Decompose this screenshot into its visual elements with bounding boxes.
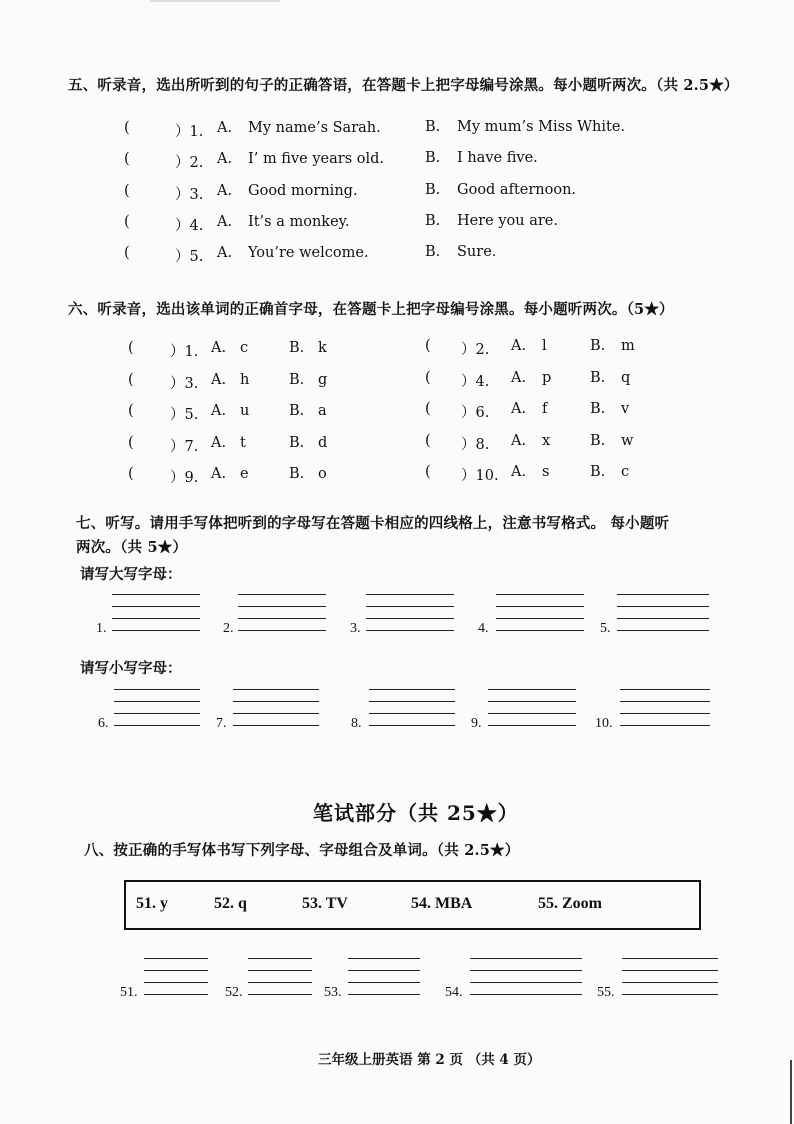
option-b-letter: B. (590, 433, 606, 449)
question-number: ）3. (170, 376, 199, 392)
question-number: ）3. (175, 187, 204, 203)
writing-grid-line (488, 689, 576, 690)
writing-grid-line (114, 725, 200, 726)
writing-grid-line (622, 958, 718, 959)
option-b-letter: B. (289, 466, 305, 482)
option-b-text: I have five. (457, 150, 538, 166)
writing-grid-line (238, 618, 326, 619)
answer-paren-open: ( (124, 151, 130, 167)
writing-grid-line (144, 958, 208, 959)
writing-grid-line (470, 994, 582, 995)
option-a-text: You’re welcome. (248, 245, 369, 261)
answer-paren-open: ( (425, 338, 431, 354)
writing-grid-line (248, 958, 312, 959)
writing-grid-line (620, 713, 710, 714)
option-a-letter: A. (511, 401, 527, 417)
option-a-letter-value: x (542, 433, 551, 449)
writing-grid-line (369, 701, 455, 702)
writing-grid-line (366, 630, 454, 631)
option-b-letter: B. (590, 370, 606, 386)
writing-grid-line (488, 725, 576, 726)
answer-paren-open: ( (128, 340, 134, 356)
writing-grid-line (112, 594, 200, 595)
option-a-letter: A. (217, 214, 233, 230)
writing-grid-line (112, 606, 200, 607)
option-b-letter-value: k (318, 340, 327, 356)
option-a-letter-value: c (240, 340, 249, 356)
option-b-letter: B. (289, 435, 305, 451)
writing-grid-line (369, 689, 455, 690)
option-b-text: Sure. (457, 244, 497, 260)
option-a-letter: A. (211, 372, 227, 388)
option-b-letter-value: g (318, 372, 328, 388)
option-b-letter-value: c (621, 464, 630, 480)
grid-number: 55. (597, 985, 615, 1000)
writing-grid-line (617, 618, 709, 619)
option-b-letter: B. (425, 213, 441, 229)
question-number: ）6. (461, 405, 490, 421)
option-a-letter: A. (211, 466, 227, 482)
option-b-letter-value: m (621, 338, 635, 354)
box-item: 55. Zoom (538, 895, 602, 912)
option-b-letter: B. (289, 403, 305, 419)
option-b-letter-value: a (318, 403, 327, 419)
section-7-heading-line2: 两次。（共 5★） (76, 539, 188, 556)
writing-grid-line (470, 958, 582, 959)
option-a-letter-value: s (542, 464, 550, 480)
writing-grid-line (233, 689, 319, 690)
option-a-letter: A. (511, 464, 527, 480)
option-a-text: I’ m five years old. (248, 151, 385, 167)
writing-grid-line (620, 689, 710, 690)
option-a-letter: A. (217, 245, 233, 261)
answer-paren-open: ( (425, 433, 431, 449)
writing-grid-line (114, 701, 200, 702)
writing-grid-line (496, 606, 584, 607)
question-number: ）4. (461, 374, 490, 390)
writing-grid-line (622, 982, 718, 983)
grid-number: 53. (324, 985, 342, 1000)
option-a-text: My name’s Sarah. (248, 120, 381, 136)
question-number: ）9. (170, 470, 199, 486)
writing-grid-line (348, 958, 420, 959)
option-b-letter: B. (590, 401, 606, 417)
question-number: ）2. (175, 155, 204, 171)
writing-grid-line (114, 713, 200, 714)
option-b-letter: B. (590, 338, 606, 354)
option-b-letter-value: o (318, 466, 327, 482)
option-b-letter: B. (425, 119, 441, 135)
writing-grid-line (144, 970, 208, 971)
grid-number: 52. (225, 985, 243, 1000)
question-number: ）1. (170, 344, 199, 360)
option-a-letter-value: e (240, 466, 249, 482)
writing-grid-line (496, 594, 584, 595)
option-b-letter-value: w (621, 433, 634, 449)
option-b-letter: B. (289, 340, 305, 356)
option-b-letter-value: d (318, 435, 328, 451)
grid-number: 5. (600, 621, 611, 636)
writing-grid-line (114, 689, 200, 690)
writing-grid-line (233, 713, 319, 714)
option-a-letter-value: h (240, 372, 250, 388)
option-a-text: Good morning. (248, 183, 358, 199)
writing-grid-line (248, 970, 312, 971)
section-8-heading: 八、按正确的手写体书写下列字母、字母组合及单词。（共 2.5★） (84, 842, 520, 859)
option-b-letter: B. (425, 182, 441, 198)
grid-number: 8. (351, 716, 362, 731)
box-item: 54. MBA (411, 895, 473, 912)
option-b-text: My mum’s Miss White. (457, 119, 626, 135)
question-number: ）10. (461, 468, 499, 484)
scan-edge-line (790, 1060, 792, 1124)
written-part-title: 笔试部分（共 25★） (313, 801, 519, 825)
section-5-heading: 五、听录音，选出所听到的句子的正确答语，在答题卡上把字母编号涂黑。每小题听两次。（共 2.5★） (68, 77, 739, 94)
answer-paren-open: ( (124, 183, 130, 199)
option-b-letter: B. (289, 372, 305, 388)
option-a-letter: A. (211, 340, 227, 356)
writing-grid-line (470, 970, 582, 971)
option-b-letter-value: q (621, 370, 631, 386)
writing-grid-line (144, 982, 208, 983)
grid-number: 9. (471, 716, 482, 731)
option-b-letter-value: v (621, 401, 630, 417)
option-b-letter: B. (590, 464, 606, 480)
writing-grid-line (348, 970, 420, 971)
answer-paren-open: ( (128, 372, 134, 388)
writing-grid-line (233, 701, 319, 702)
option-b-text: Here you are. (457, 213, 558, 229)
question-number: ）8. (461, 437, 490, 453)
writing-grid-line (144, 994, 208, 995)
answer-paren-open: ( (128, 403, 134, 419)
answer-paren-open: ( (124, 120, 130, 136)
option-a-letter: A. (511, 370, 527, 386)
writing-grid-line (470, 982, 582, 983)
question-number: ）2. (461, 342, 490, 358)
writing-grid-line (112, 618, 200, 619)
writing-grid-line (488, 713, 576, 714)
question-number: ）5. (175, 249, 204, 265)
writing-grid-line (248, 994, 312, 995)
writing-grid-line (238, 606, 326, 607)
page-footer: 三年级上册英语 第 2 页 （共 4 页） (318, 1052, 541, 1068)
option-b-letter: B. (425, 150, 441, 166)
writing-grid-line (248, 982, 312, 983)
writing-grid-line (496, 630, 584, 631)
box-item: 52. q (214, 895, 247, 912)
writing-grid-line (488, 701, 576, 702)
option-a-letter: A. (217, 183, 233, 199)
option-a-letter-value: l (542, 338, 547, 354)
section-6-heading: 六、听录音，选出该单词的正确首字母，在答题卡上把字母编号涂黑。每小题听两次。（5★） (68, 301, 674, 318)
writing-grid-line (348, 982, 420, 983)
option-a-letter: A. (211, 435, 227, 451)
answer-paren-open: ( (128, 466, 134, 482)
question-number: ）7. (170, 439, 199, 455)
box-item: 53. TV (302, 895, 348, 912)
option-a-text: It’s a monkey. (248, 214, 350, 230)
writing-grid-line (366, 594, 454, 595)
option-a-letter: A. (511, 433, 527, 449)
option-b-text: Good afternoon. (457, 182, 577, 198)
writing-grid-line (112, 630, 200, 631)
writing-grid-line (366, 606, 454, 607)
option-a-letter-value: u (240, 403, 250, 419)
lowercase-label: 请写小写字母： (80, 660, 182, 677)
option-a-letter: A. (211, 403, 227, 419)
writing-grid-line (233, 725, 319, 726)
grid-number: 51. (120, 985, 138, 1000)
writing-grid-line (496, 618, 584, 619)
writing-grid-line (622, 970, 718, 971)
writing-grid-line (620, 725, 710, 726)
answer-paren-open: ( (128, 435, 134, 451)
writing-grid-line (622, 994, 718, 995)
grid-number: 3. (350, 621, 361, 636)
section-7-heading-line1: 七、听写。请用手写体把听到的字母写在答题卡相应的四线格上，注意书写格式。 每小题听 (76, 515, 670, 532)
option-a-letter: A. (217, 151, 233, 167)
grid-number: 6. (98, 716, 109, 731)
answer-paren-open: ( (425, 370, 431, 386)
option-a-letter: A. (217, 120, 233, 136)
writing-grid-line (617, 606, 709, 607)
question-number: ）1. (175, 124, 204, 140)
option-a-letter: A. (511, 338, 527, 354)
grid-number: 7. (216, 716, 227, 731)
writing-grid-line (238, 630, 326, 631)
uppercase-label: 请写大写字母： (80, 566, 182, 583)
question-number: ）5. (170, 407, 199, 423)
option-b-letter: B. (425, 244, 441, 260)
grid-number: 4. (478, 621, 489, 636)
writing-grid-line (369, 713, 455, 714)
writing-grid-line (617, 594, 709, 595)
option-a-letter-value: f (542, 401, 548, 417)
scan-edge-mark (150, 0, 280, 2)
option-a-letter-value: t (240, 435, 246, 451)
grid-number: 2. (223, 621, 234, 636)
writing-grid-line (238, 594, 326, 595)
answer-paren-open: ( (124, 245, 130, 261)
grid-number: 1. (96, 621, 107, 636)
box-item: 51. y (136, 895, 168, 912)
writing-grid-line (617, 630, 709, 631)
grid-number: 10. (595, 716, 613, 731)
answer-paren-open: ( (425, 464, 431, 480)
answer-paren-open: ( (425, 401, 431, 417)
option-a-letter-value: p (542, 370, 552, 386)
writing-grid-line (369, 725, 455, 726)
writing-grid-line (348, 994, 420, 995)
letters-words-box (124, 880, 701, 930)
writing-grid-line (366, 618, 454, 619)
answer-paren-open: ( (124, 214, 130, 230)
writing-grid-line (620, 701, 710, 702)
grid-number: 54. (445, 985, 463, 1000)
question-number: ）4. (175, 218, 204, 234)
